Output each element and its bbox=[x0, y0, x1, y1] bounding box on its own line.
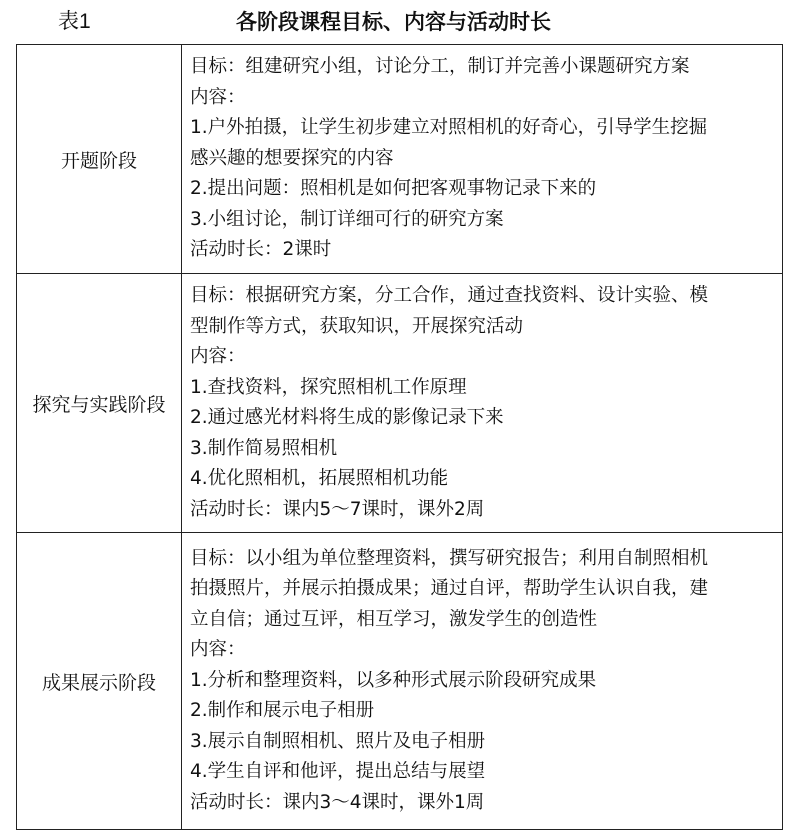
content-item: 1.户外拍摄，让学生初步建立对照相机的好奇心，引导学生挖掘 bbox=[190, 117, 708, 139]
stage-duration: 活动时长：课内3～4课时，课外1周 bbox=[190, 791, 485, 813]
table-number-label: 表1 bbox=[58, 10, 91, 33]
content-item: 2.通过感光材料将生成的影像记录下来 bbox=[190, 407, 504, 428]
content-item: 3.制作简易照相机 bbox=[190, 437, 338, 459]
content-heading: 内容： bbox=[190, 86, 246, 108]
curriculum-stage-table bbox=[16, 44, 783, 830]
content-item: 3.展示自制照相机、照片及电子相册 bbox=[190, 730, 486, 752]
stage-detail-cell bbox=[182, 45, 783, 274]
stage-duration: 活动时长：2课时 bbox=[190, 239, 332, 261]
stage-detail-cell bbox=[182, 533, 783, 830]
table-row-exploration-stage bbox=[17, 274, 783, 533]
stage-duration: 活动时长：课内5～7课时，课外2周 bbox=[190, 498, 485, 520]
stage-goal: 目标：组建研究小组，讨论分工，制订并完善小课题研究方案 bbox=[190, 56, 690, 78]
content-heading: 内容： bbox=[190, 639, 246, 661]
content-item: 4.学生自评和他评，提出总结与展望 bbox=[190, 761, 486, 783]
table-row-results-stage bbox=[17, 533, 783, 830]
content-item: 2.提出问题：照相机是如何把客观事物记录下来的 bbox=[190, 178, 597, 200]
content-item: 1.查找资料，探究照相机工作原理 bbox=[190, 376, 467, 398]
table-row-opening-stage bbox=[17, 45, 783, 274]
stage-goal: 型制作等方式，获取知识，开展探究活动 bbox=[190, 315, 524, 337]
stage-goal: 立自信；通过互评，相互学习，激发学生的创造性 bbox=[190, 608, 598, 630]
stage-goal: 目标：以小组为单位整理资料，撰写研究报告；利用自制照相机 bbox=[190, 547, 709, 569]
stage-goal: 目标：根据研究方案，分工合作，通过查找资料、设计实验、模 bbox=[190, 285, 709, 306]
stage-name: 成果展示阶段 bbox=[41, 671, 156, 694]
content-item: 4.优化照相机，拓展照相机功能 bbox=[190, 468, 449, 489]
table-caption bbox=[0, 0, 800, 44]
content-heading: 内容： bbox=[190, 346, 246, 367]
content-item: 1.分析和整理资料，以多种形式展示阶段研究成果 bbox=[190, 669, 597, 691]
table-title: 各阶段课程目标、内容与活动时长 bbox=[236, 10, 551, 34]
stage-name: 开题阶段 bbox=[60, 149, 137, 172]
stage-detail-cell bbox=[182, 274, 783, 533]
stage-name-cell bbox=[17, 533, 182, 830]
stage-name-cell bbox=[17, 45, 182, 274]
content-item: 2.制作和展示电子相册 bbox=[190, 700, 375, 722]
stage-name: 探究与实践阶段 bbox=[32, 393, 166, 416]
content-item: 3.小组讨论，制订详细可行的研究方案 bbox=[190, 208, 504, 230]
stage-goal: 拍摄照片，并展示拍摄成果；通过自评，帮助学生认识自我，建 bbox=[190, 578, 709, 600]
stage-name-cell bbox=[17, 274, 182, 533]
content-item: 感兴趣的想要探究的内容 bbox=[190, 147, 394, 169]
